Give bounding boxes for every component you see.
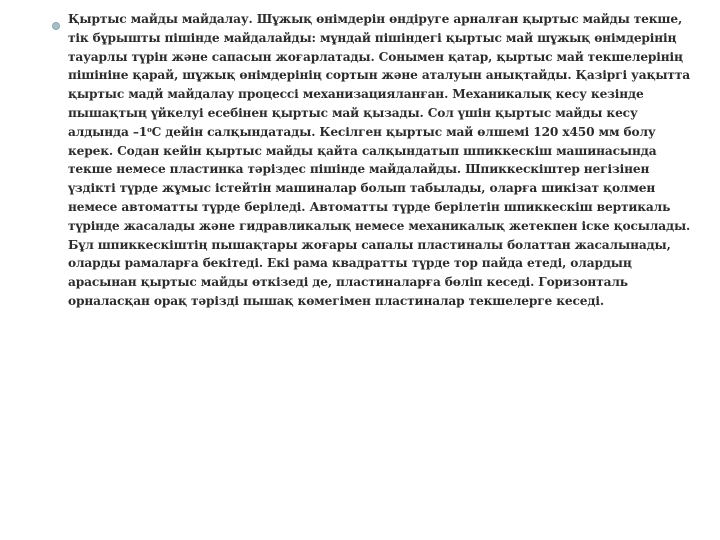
body-text	[68, 10, 698, 311]
content-area	[52, 10, 698, 311]
bullet-item	[52, 10, 698, 311]
degree-sign: о	[147, 124, 152, 134]
body-text-part-2: С дейін салқындатады. Кесілген қыртыс май өлшемі 120 х450 мм болу керек. Содан кейін қыртыс майды қайта салқындатып шпиккескіш машинасында текше немесе пластинка тәріздес пішінде майдалайды. Шпиккескіштер негізінен үздікті түрде жұмыс істейтін машиналар болып табылады, оларға шикізат қолмен немесе автоматты түрде беріледі. Автоматты түрде берілетін шпиккескіш вертикаль түрінде жасалады және гидравликалық немесе механикалық жетекпен іске қосылады. Бұл шпиккескіштің пышақтары жоғары сапалы пластиналы болаттан жасалынады, оларды рамаларға бекітеді. Екі рама квадратты түрде тор пайда етеді, олардың арасынан қыртыс майды өткізеді де, пластиналарға бөліп кеседі. Горизонталь орналасқан орақ тәрізді пышақ көмегімен пластиналар текшелерге кеседі.	[68, 124, 691, 308]
body-text-part-1: Қыртыс майды майдалау. Шұжық өнімдерін өндіруге арналған қыртыс майды текше, тік бұрышты пішінде майдалайды: мұндай пішіндегі қыртыс май шұжық өнімдерінің тауарлы түрін және сапасын жоғарлатады. Сонымен қатар, қыртыс май текшелерінің пішініне қарай, шұжық өнімдерінің сортын және аталуын анықтайды. Қазіргі уақытта қыртыс мадй майдалау процессі механизацияланған. Механикалық кесу кезінде пышақтың үйкелуі есебінен қыртыс май қызады. Сол үшін қыртыс майды кесу алдында –1	[68, 12, 690, 139]
bullet-icon	[52, 22, 60, 30]
